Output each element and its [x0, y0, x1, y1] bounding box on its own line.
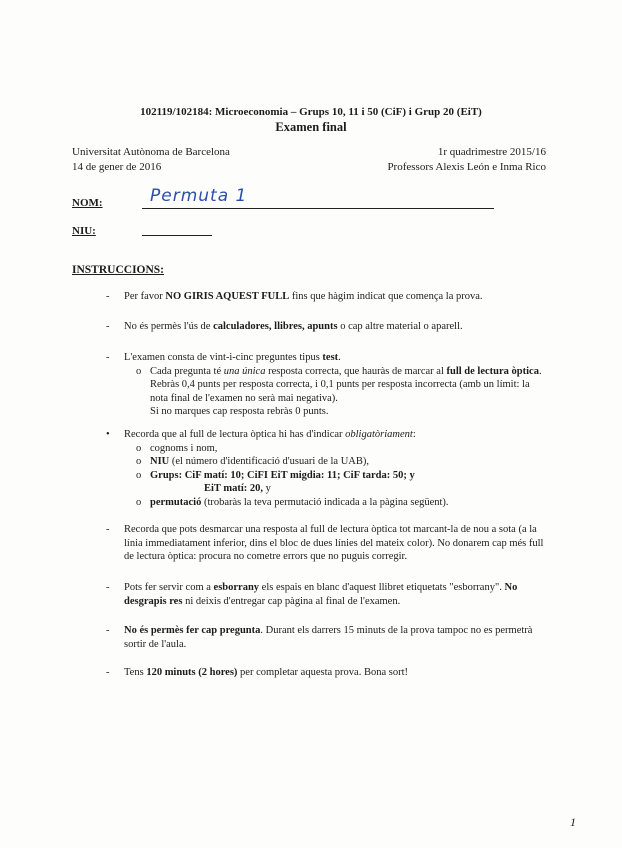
- sub-item: o Cada pregunta té una única resposta correcta, que hauràs de marcar al full de lectura òptica. Rebràs 0,4 punts per resposta correcta, i 0,1 punts per resposta incorrecta (amb un límit: la nota final de l'examen no serà mai negativa).: [136, 365, 542, 404]
- instruction-6: - Pots fer servir com a esborrany els espais en blanc d'aquest llibret etiquetats "esborrany". No desgrapis res ni deixis d'entregar cap pàgina al final de l'examen.: [106, 582, 518, 607]
- dash-marker: -: [106, 625, 110, 636]
- dash-marker: -: [106, 291, 110, 302]
- instruction-8: - Tens 120 minuts (2 hores) per completar aquesta prova. Bona sort!: [106, 667, 408, 678]
- sub-item-cont: EiT matí: 20, y: [204, 483, 271, 494]
- instruction-3: - L'examen consta de vint-i-cinc preguntes tipus test. o Cada pregunta té una única resposta correcta, que hauràs de marcar al full de lectura òptica. Rebràs 0,4 punts per resposta correcta, i 0,1 punts per resposta incorrecta (amb un límit: la nota final de l'examen no serà mai negativa). Si no marques cap resposta rebràs 0 punts.: [106, 351, 546, 419]
- exam-date: 14 de gener de 2016: [72, 161, 162, 173]
- dash-marker: -: [106, 321, 110, 332]
- instruction-5: - Recorda que pots desmarcar una resposta al full de lectura òptica tot marcant-la de nou a sota (a la línia immediatament inferior, dins el bloc de dues línies del mateix color). No donarem cap més full de lectura òptica: procura no cometre errors que no puguis corregir.: [106, 524, 544, 562]
- course-title: 102119/102184: Microeconomia – Grups 10, 11 i 50 (CiF) i Grup 20 (EiT): [140, 106, 482, 118]
- meta-right: [387, 145, 546, 175]
- instruction-4: • Recorda que al full de lectura òptica hi has d'indicar obligatòriament: o cognoms i nom, o NIU (el número d'identificació d'usuari de la UAB), o Grups: CiF matí: 10; CiFI EiT migdia: 11; CiF tarda: 50; y EiT matí: 20, y o permutació (trobaràs la teva permutació indicada a la pàgina següent).: [106, 428, 546, 509]
- niu-line: [142, 235, 212, 236]
- name-label: NOM:: [72, 197, 103, 209]
- name-line: [142, 208, 494, 209]
- name-handwriting: Permuta 1: [150, 186, 248, 206]
- niu-label: NIU:: [72, 225, 96, 237]
- page-number: 1: [570, 815, 576, 829]
- dash-marker: -: [106, 667, 110, 678]
- sub-item-note: Si no marques cap resposta rebràs 0 punts.: [150, 406, 329, 417]
- dash-marker: -: [106, 352, 110, 363]
- dash-marker: -: [106, 582, 110, 593]
- sub-item: o Grups: CiF matí: 10; CiFI EiT migdia: 11; CiF tarda: 50; y: [136, 469, 415, 481]
- professors: Professors Alexis León e Inma Rico: [387, 161, 546, 173]
- university: Universitat Autònoma de Barcelona: [72, 146, 230, 158]
- instruction-2: - No és permès l'ús de calculadores, llibres, apunts o cap altre material o aparell.: [106, 321, 463, 332]
- instruction-7: - No és permès fer cap pregunta. Durant els darrers 15 minuts de la prova tampoc no es permetrà sortir de l'aula.: [106, 625, 533, 650]
- sub-item: o NIU (el número d'identificació d'usuari de la UAB),: [136, 456, 369, 467]
- sub-item: o permutació (trobaràs la teva permutació indicada a la pàgina següent).: [136, 496, 449, 508]
- sub-item: o cognoms i nom,: [136, 442, 218, 454]
- term: 1r quadrimestre 2015/16: [437, 146, 546, 158]
- meta-left: [72, 145, 230, 175]
- bullet-marker: •: [106, 429, 110, 440]
- instruction-1: - Per favor NO GIRIS AQUEST FULL fins que hàgim indicat que comença la prova.: [106, 291, 483, 302]
- instructions-title: INSTRUCCIONS:: [72, 264, 165, 276]
- exam-title: Examen final: [275, 120, 347, 134]
- dash-marker: -: [106, 524, 110, 535]
